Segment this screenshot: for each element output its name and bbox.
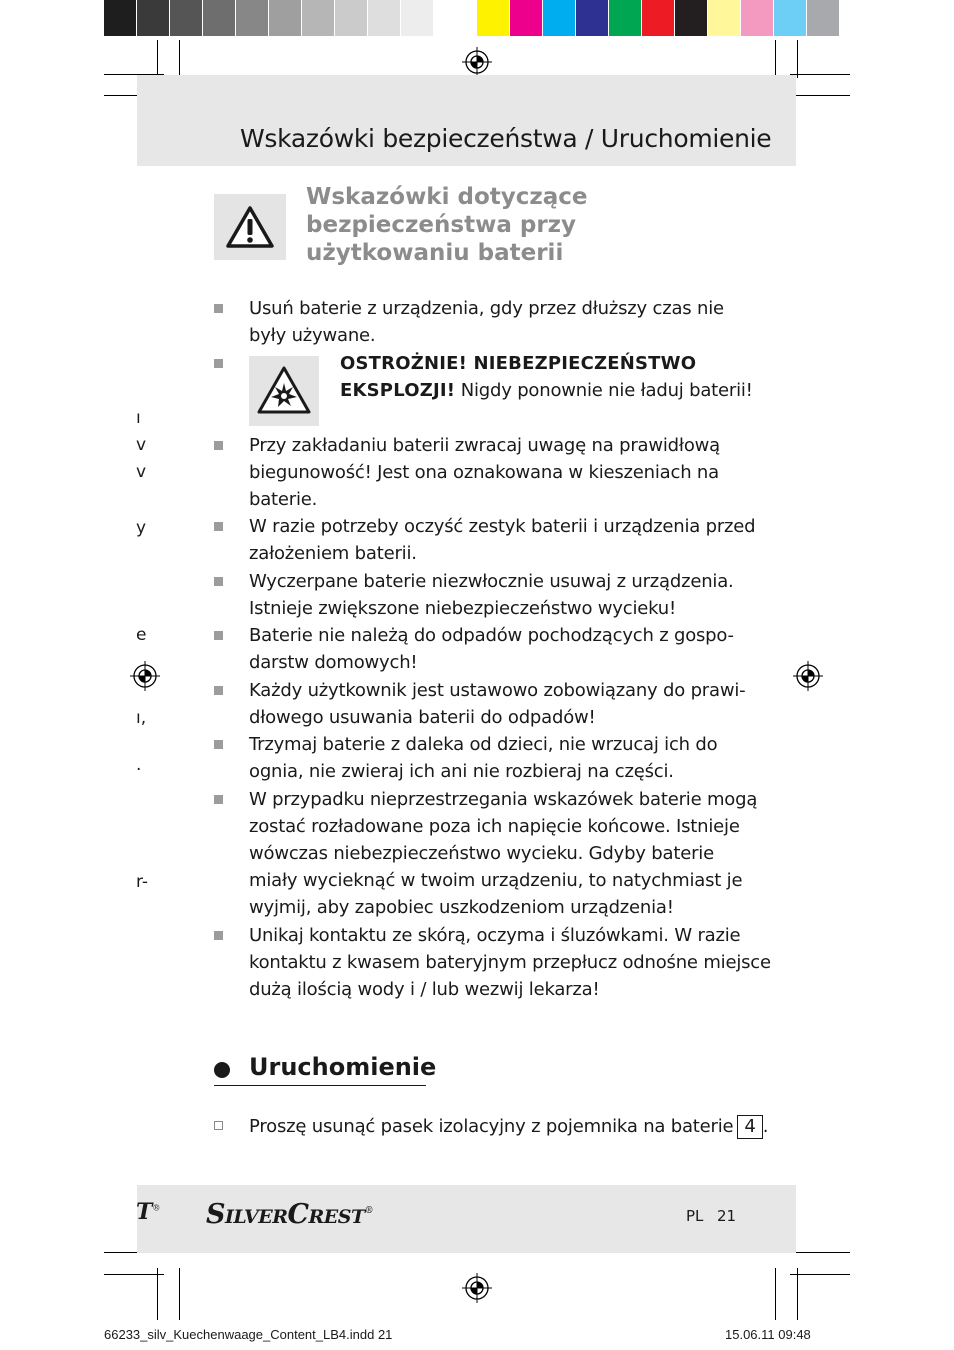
color-swatch (137, 0, 170, 36)
color-swatch (104, 0, 137, 36)
color-swatch (609, 0, 642, 36)
bullet-square (214, 522, 223, 531)
crop-mark (179, 1268, 180, 1320)
crop-mark (179, 40, 180, 78)
color-swatch (368, 0, 401, 36)
explosion-hazard-icon (249, 356, 319, 426)
warning-caps: EKSPLOZJI! (340, 380, 456, 401)
list-item (249, 513, 756, 567)
grayscale-swatches (104, 0, 467, 36)
startup-step (249, 1113, 769, 1140)
list-item (249, 677, 749, 731)
crop-mark (797, 1268, 798, 1320)
heading-line: użytkowaniu baterii (306, 240, 564, 266)
step-text: Proszę usunąć pasek izolacyjny z pojemnika na baterie (249, 1116, 734, 1137)
bullet-square (214, 795, 223, 804)
color-swatch (675, 0, 708, 36)
registration-mark-icon (462, 47, 492, 77)
text-line: Baterie nie należą do odpadów pochodzących z gospo- (249, 625, 734, 646)
edge-fragment: r- (136, 872, 149, 892)
bullet-square (214, 304, 223, 313)
bullet-square (214, 631, 223, 640)
bullet-square (214, 686, 223, 695)
text-line: biegunowość! Jest ona oznakowana w kieszeniach na (249, 462, 719, 483)
edge-fragment: ı (136, 408, 141, 428)
color-swatch (236, 0, 269, 36)
text-line: były używane. (249, 325, 376, 346)
registration-mark-icon (793, 661, 823, 691)
color-swatch (335, 0, 368, 36)
part-reference-badge: 4 (737, 1115, 762, 1139)
text-line: W przypadku nieprzestrzegania wskazówek baterie mogą (249, 789, 758, 810)
edge-fragment: y (136, 518, 147, 538)
registration-mark-icon (462, 1273, 492, 1303)
color-swatch (203, 0, 236, 36)
color-swatch (576, 0, 609, 36)
registration-mark-icon (130, 661, 160, 691)
bullet-square (214, 441, 223, 450)
slug-datetime: 15.06.11 09:48 (725, 1327, 811, 1342)
text-line: Usuń baterie z urządzenia, gdy przez dłuższy czas nie (249, 298, 724, 319)
list-item (249, 432, 749, 513)
battery-safety-heading (306, 183, 666, 267)
warning-caps: OSTROŻNIE! NIEBEZPIECZEŃSTWO (340, 353, 697, 374)
color-swatch (642, 0, 675, 36)
text-line: dużą ilością wody i / lub wezwij lekarza! (249, 979, 600, 1000)
startup-heading: Uruchomienie (249, 1053, 437, 1081)
text-line: wyjmij, aby zapobiec uszkodzeniom urządzenia! (249, 897, 674, 918)
crop-mark (157, 40, 158, 78)
text-line: baterie. (249, 489, 318, 510)
text-line: wówczas niebezpieczeństwo wycieku. Gdyby baterie (249, 843, 714, 864)
color-swatch (302, 0, 335, 36)
footer-language: PL (686, 1207, 704, 1225)
heading-underline (214, 1085, 426, 1086)
crop-mark (790, 95, 850, 96)
color-swatch (807, 0, 840, 36)
page-number: 21 (717, 1207, 737, 1225)
text-line: założeniem baterii. (249, 543, 417, 564)
bullet-square (214, 740, 223, 749)
crop-mark (104, 1274, 164, 1275)
crop-mark (157, 1268, 158, 1320)
section-dot-icon (214, 1062, 230, 1078)
text-line: miały wycieknąć w twoim urządzeniu, to natychmiast je (249, 870, 743, 891)
print-color-bar (104, 0, 840, 36)
prev-page-logo-fragment: T® (136, 1199, 161, 1225)
step-checkbox-icon (214, 1121, 223, 1130)
bullet-square (214, 359, 223, 368)
warning-box (214, 194, 286, 260)
color-swatch (477, 0, 510, 36)
color-swatch (741, 0, 774, 36)
color-swatches (477, 0, 840, 36)
bullet-square (214, 931, 223, 940)
list-item (249, 922, 771, 1003)
text-line: Przy zakładaniu baterii zwracaj uwagę na prawidłową (249, 435, 720, 456)
text-line: W razie potrzeby oczyść zestyk baterii i urządzenia przed (249, 516, 756, 537)
color-swatch (401, 0, 434, 36)
warning-triangle-icon (214, 194, 286, 260)
heading-line: bezpieczeństwa przy (306, 212, 577, 238)
edge-fragment: · (136, 760, 142, 780)
crop-mark (790, 1252, 850, 1253)
crop-mark (790, 74, 850, 75)
crop-mark (790, 1274, 850, 1275)
crop-mark (797, 40, 798, 78)
edge-fragment: e (136, 625, 147, 645)
list-item (249, 295, 749, 349)
text-line: ognia, nie zwieraj ich ani nie rozbieraj na części. (249, 761, 674, 782)
text-line: darstw domowych! (249, 652, 418, 673)
crop-mark (775, 40, 776, 78)
heading-line: Wskazówki dotyczące (306, 184, 588, 210)
color-swatch (434, 0, 467, 36)
explosion-box (249, 356, 319, 426)
text-line: Każdy użytkownik jest ustawowo zobowiązany do prawi- (249, 680, 746, 701)
text-line: Istnieje zwiększone niebezpieczeństwo wycieku! (249, 598, 677, 619)
text-line: kontaktu z kwasem bateryjnym przepłucz odnośne miejsce (249, 952, 771, 973)
edge-fragment: v (136, 435, 147, 455)
text-line: Unikaj kontaktu ze skórą, oczyma i śluzówkami. W razie (249, 925, 741, 946)
bullet-square (214, 577, 223, 586)
text-line: zostać rozładowane poza ich napięcie końcowe. Istnieje (249, 816, 740, 837)
color-swatch (774, 0, 807, 36)
color-swatch (269, 0, 302, 36)
color-swatch (510, 0, 543, 36)
list-item (249, 622, 749, 676)
list-item (249, 731, 749, 785)
edge-fragment: ı, (136, 708, 147, 728)
color-swatch (170, 0, 203, 36)
text-line: Nigdy ponownie nie ładuj baterii! (455, 380, 753, 401)
color-swatch (708, 0, 741, 36)
slug-filename: 66233_silv_Kuechenwaage_Content_LB4.indd 21 (104, 1327, 393, 1342)
text-line: dłowego usuwania baterii do odpadów! (249, 707, 596, 728)
list-item (249, 786, 758, 921)
crop-mark (775, 1268, 776, 1320)
list-item-explosion (340, 350, 760, 404)
edge-fragment: v (136, 462, 147, 482)
step-end: . (762, 1116, 769, 1137)
text-line: Wyczerpane baterie niezwłocznie usuwaj z urządzenia. (249, 571, 734, 592)
color-swatch (543, 0, 576, 36)
silvercrest-logo: SILVERCREST® (206, 1199, 374, 1230)
text-line: Trzymaj baterie z daleka od dzieci, nie wrzucaj ich do (249, 734, 718, 755)
page-title: Wskazówki bezpieczeństwa / Uruchomienie (240, 124, 772, 153)
list-item (249, 568, 749, 622)
